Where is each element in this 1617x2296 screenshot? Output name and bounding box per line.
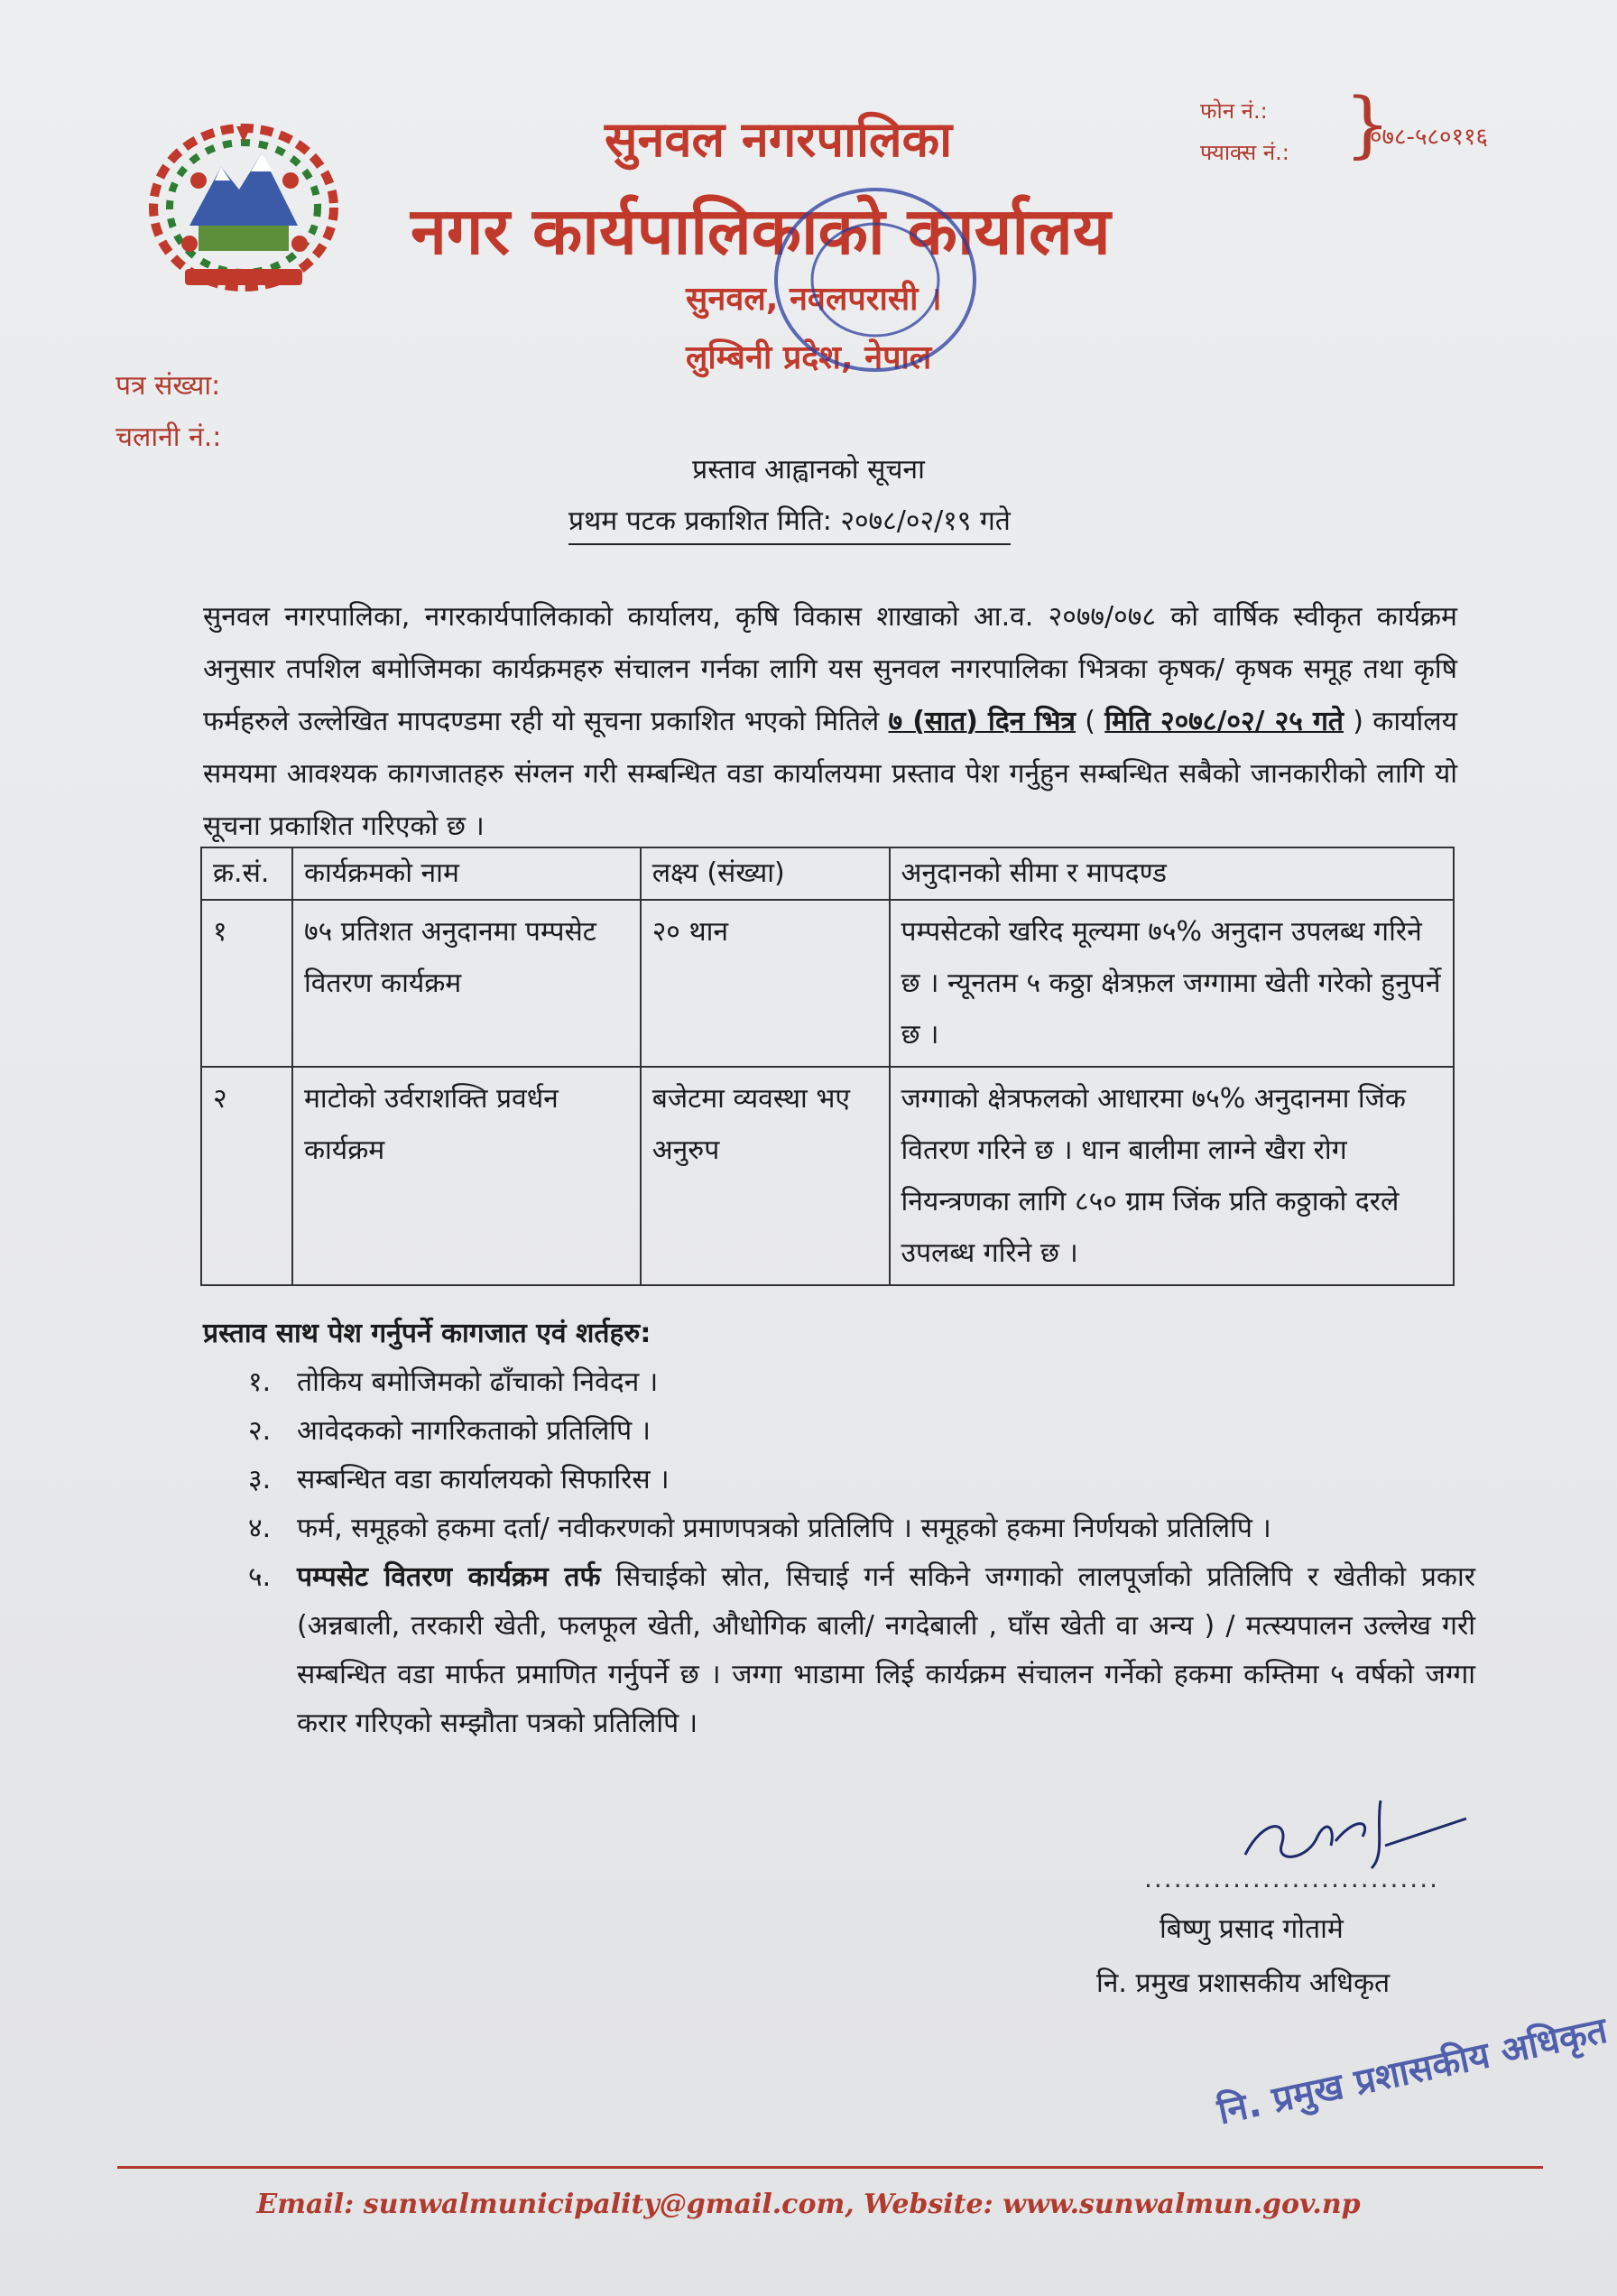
- signature-line: ..............................: [1144, 1864, 1440, 1893]
- notice-title: प्रस्ताव आह्वानको सूचना: [692, 454, 925, 486]
- row-criteria: पम्पसेटको खरिद मूल्यमा ७५% अनुदान उपलब्ध गरिने छ । न्यूनतम ५ कठ्ठा क्षेत्रफ़ल जग्गामा खेती गरेको हुनुपर्ने छ ।: [890, 900, 1454, 1067]
- row-program-name: माटोको उर्वराशक्ति प्रवर्धन कार्यक्रम: [292, 1067, 641, 1285]
- nepal-emblem-logo: [135, 117, 352, 298]
- intro-text-2: (: [1076, 706, 1105, 737]
- intro-deadline-date: मिति २०७८/०२/ २५ गते: [1104, 706, 1344, 737]
- table-row: [201, 900, 1454, 1067]
- contact-labels: [1200, 90, 1289, 173]
- contact-brace: }: [1344, 82, 1391, 166]
- header-serial: क्र.सं.: [201, 847, 292, 900]
- list-item-text: सम्बन्धित वडा कार्यालयको सिफारिस ।: [297, 1464, 670, 1495]
- intro-text-1: सुनवल नगरपालिका, नगरकार्यपालिकाको कार्यालय, कृषि विकास शाखाको आ.व. २०७७/०७८ को वार्षिक स्वीकृत कार्यक्रम अनुसार तपशिल बमोजिमका कार्यक्रमहरु संचालन गर्नका लागि यस सुनवल नगरपालिका भित्रका कृषक/ कृषक समूह तथा कृषि फर्महरुले उल्लेखित मापदण्डमा रही यो सूचना प्रकाशित भएको मितिले: [203, 601, 1457, 737]
- list-item: [248, 1456, 1475, 1504]
- fax-label: फ्याक्स नं.:: [1200, 140, 1289, 165]
- first-published-date: प्रथम पटक प्रकाशित मिति: २०७८/०२/१९ गते: [568, 501, 1011, 545]
- list-item-number: ४.: [248, 1513, 272, 1544]
- signer-title: नि. प्रमुख प्रशासकीय अधिकृत: [1096, 1967, 1391, 1999]
- requirements-heading: प्रस्ताव साथ पेश गर्नुपर्ने कागजात एवं शर्तहरु:: [203, 1318, 651, 1349]
- row-program-name: ७५ प्रतिशत अनुदानमा पम्पसेट वितरण कार्यक्रम: [292, 900, 641, 1067]
- list-item-number: ५.: [248, 1561, 272, 1593]
- phone-label: फोन नं.:: [1200, 98, 1268, 124]
- header-target: लक्ष्य (संख्या): [641, 847, 890, 900]
- phone-fax-number: ०७८-५८०११६: [1370, 124, 1489, 151]
- row-serial: २: [201, 1067, 292, 1285]
- table-header-row: [201, 847, 1454, 900]
- list-item-number: ३.: [248, 1464, 272, 1495]
- program-table: [200, 847, 1455, 1286]
- intro-text-3: ) कार्यालय समयमा आवश्यक कागजातहरु संग्लन गरी सम्बन्धित वडा कार्यालयमा प्रस्ताव पेश गर्नुहुन सम्बन्धित सबैको जानकारीको लागि यो सूचना प्रकाशित गरिएको छ ।: [203, 706, 1458, 842]
- list-item-text: फर्म, समूहको हकमा दर्ता/ नवीकरणको प्रमाणपत्रको प्रतिलिपि । समूहको हकमा निर्णयको प्रतिलिपि ।: [297, 1513, 1271, 1544]
- office-seal-stamp: [758, 171, 993, 388]
- reference-number-label: पत्र संख्या:: [116, 370, 221, 402]
- list-item-number: २.: [248, 1415, 272, 1447]
- designation-stamp: नि. प्रमुख प्रशासकीय अधिकृत: [1214, 2009, 1612, 2134]
- header-criteria: अनुदानको सीमा र मापदण्ड: [890, 847, 1454, 900]
- list-item: [248, 1504, 1475, 1553]
- address-line-2: लुम्बिनी प्रदेश, नेपाल: [686, 339, 932, 376]
- list-item-text: सिचाईको स्रोत, सिचाई गर्न सकिने जग्गाको लालपूर्जाको प्रतिलिपि र खेतीको प्रकार (अन्नबाली, तरकारी खेती, फलफूल खेती, औधोगिक बाली/ नगदेबाली , घाँस खेती वा अन्य ) / मत्स्यपालन उल्लेख गरी सम्बन्धित वडा मार्फत प्रमाणित गर्नुपर्ने छ । जग्गा भाडामा लिई कार्यक्रम संचालन गर्नेको हकमा कम्तिमा ५ वर्षको जग्गा करार गरिएको सम्झौता पत्रको प्रतिलिपि ।: [297, 1561, 1475, 1739]
- municipality-name: सुनवल नगरपालिका: [605, 111, 953, 168]
- row-target: बजेटमा व्यवस्था भए अनुरुप: [641, 1067, 890, 1285]
- row-criteria: जग्गाको क्षेत्रफलको आधारमा ७५% अनुदानमा जिंक वितरण गरिने छ । धान बालीमा लाग्ने खैरा रोग नियन्त्रणका लागि ८५० ग्राम जिंक प्रति कठ्ठाको दरले उपलब्ध गरिने छ ।: [890, 1067, 1454, 1285]
- list-item-number: १.: [248, 1366, 272, 1398]
- list-item-text: आवेदकको नागरिकताको प्रतिलिपि ।: [297, 1415, 651, 1447]
- table-row: [201, 1067, 1454, 1285]
- row-serial: १: [201, 900, 292, 1067]
- office-name: नगर कार्यपालिकाको कार्यालय: [411, 193, 1111, 269]
- requirements-list: [248, 1358, 1475, 1748]
- dispatch-number-label: चलानी नं.:: [116, 421, 222, 453]
- intro-deadline-days: ७ (सात) दिन भित्र: [888, 706, 1076, 737]
- footer-divider: [117, 2166, 1543, 2169]
- footer-contact: Email: sunwalmunicipality@gmail.com, Website: www.sunwalmun.gov.np: [256, 2189, 1361, 2220]
- row-target: २० थान: [641, 900, 890, 1067]
- list-item: [248, 1358, 1475, 1407]
- header-program-name: कार्यक्रमको नाम: [292, 847, 641, 900]
- list-item: [248, 1553, 1475, 1748]
- list-item-bold-lead: पम्पसेट वितरण कार्यक्रम तर्फ: [297, 1561, 601, 1593]
- notice-intro-paragraph: [203, 591, 1457, 853]
- list-item: [248, 1407, 1475, 1456]
- address-line-1: सुनवल, नवलपरासी ।: [686, 281, 942, 318]
- list-item-text: तोकिय बमोजिमको ढाँचाको निवेदन ।: [297, 1366, 659, 1398]
- signer-name: बिष्णु प्रसाद गोतामे: [1160, 1913, 1344, 1945]
